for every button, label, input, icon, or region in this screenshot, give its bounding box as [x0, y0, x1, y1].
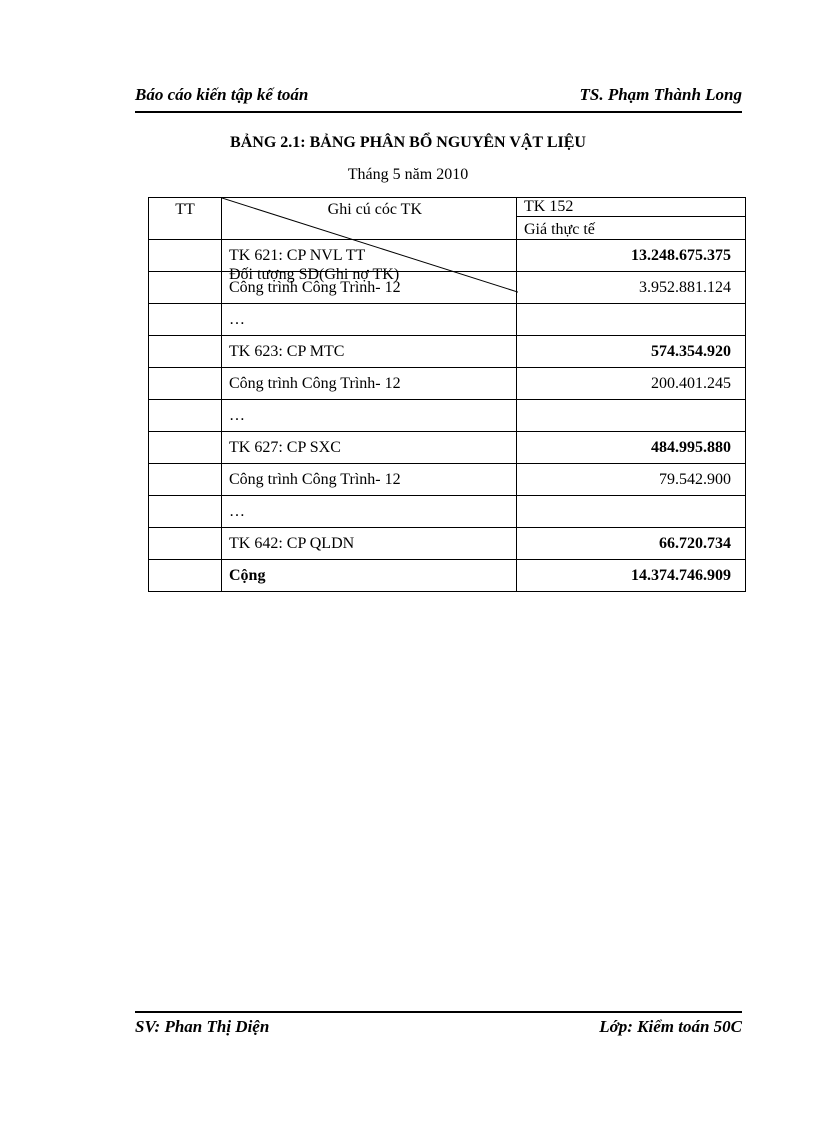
row-value: 3.952.881.124	[517, 272, 746, 304]
row-tt	[149, 272, 222, 304]
table-row	[149, 336, 746, 368]
row-label: Cộng	[222, 560, 517, 592]
row-value: 13.248.675.375	[517, 240, 746, 272]
row-tt	[149, 528, 222, 560]
table-title: BẢNG 2.1: BẢNG PHÂN BỔ NGUYÊN VẬT LIỆU	[230, 134, 586, 151]
table-subtitle: Tháng 5 năm 2010	[347, 166, 469, 183]
row-value: 79.542.900	[517, 464, 746, 496]
header-tk152: TK 152	[517, 198, 746, 217]
row-value: 66.720.734	[517, 528, 746, 560]
row-label: TK 627: CP SXC	[222, 432, 517, 464]
table-row	[149, 528, 746, 560]
page-header	[135, 85, 742, 113]
row-tt	[149, 240, 222, 272]
footer-class: Lớp: Kiểm toán 50C	[599, 1017, 742, 1036]
row-tt	[149, 464, 222, 496]
footer-student: SV: Phan Thị Diện	[135, 1017, 270, 1036]
row-label: TK 623: CP MTC	[222, 336, 517, 368]
row-tt	[149, 496, 222, 528]
row-value: 14.374.746.909	[517, 560, 746, 592]
table-row	[149, 496, 746, 528]
table-row	[149, 304, 746, 336]
row-tt	[149, 400, 222, 432]
row-value	[517, 496, 746, 528]
row-value: 200.401.245	[517, 368, 746, 400]
allocation-table	[148, 197, 746, 592]
table-row	[149, 432, 746, 464]
row-tt	[149, 432, 222, 464]
row-label: Công trình Công Trình- 12	[222, 272, 517, 304]
row-tt	[149, 304, 222, 336]
header-credit-label: Ghi cú cóc TK	[327, 201, 422, 218]
row-label: Công trình Công Trình- 12	[222, 368, 517, 400]
row-label: TK 621: CP NVL TT	[222, 240, 517, 272]
row-label: …	[222, 400, 517, 432]
header-tt: TT	[149, 198, 222, 240]
header-actual-price: Giá thực tế	[517, 217, 746, 240]
page-footer	[135, 1011, 742, 1039]
row-tt	[149, 336, 222, 368]
row-value: 484.995.880	[517, 432, 746, 464]
row-value: 574.354.920	[517, 336, 746, 368]
row-label: …	[222, 304, 517, 336]
row-value	[517, 304, 746, 336]
row-tt	[149, 560, 222, 592]
table-row	[149, 464, 746, 496]
table-header-row	[149, 198, 746, 217]
table-row	[149, 400, 746, 432]
header-report-title: Báo cáo kiến tập kế toán	[135, 85, 309, 104]
row-value	[517, 400, 746, 432]
table-row	[149, 560, 746, 592]
table-row	[149, 368, 746, 400]
row-label: …	[222, 496, 517, 528]
header-debit-label: Đối tượng SD(Ghi nợ TK)	[229, 266, 400, 283]
row-tt	[149, 368, 222, 400]
row-label: TK 642: CP QLDN	[222, 528, 517, 560]
header-supervisor: TS. Phạm Thành Long	[579, 85, 742, 104]
row-label: Công trình Công Trình- 12	[222, 464, 517, 496]
